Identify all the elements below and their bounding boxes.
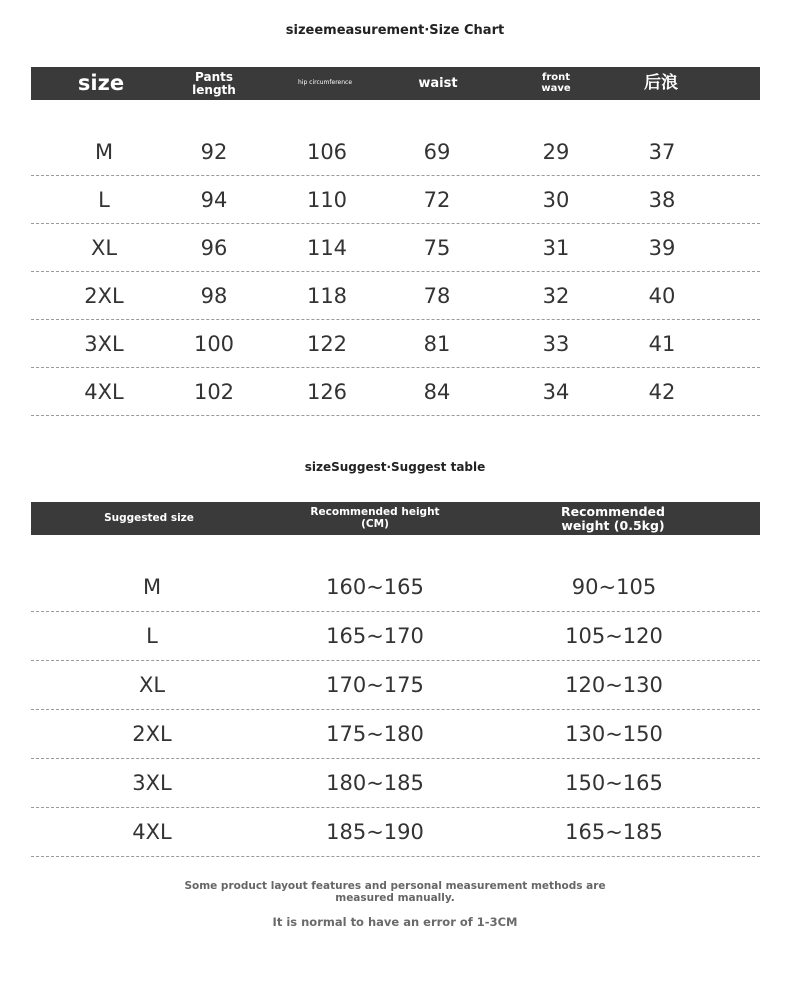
measurement-cell: 75 (423, 235, 451, 260)
measurement-cell: 72 (423, 187, 451, 212)
header-back-wave: 后浪 (644, 72, 678, 93)
size-chart-row (31, 368, 760, 416)
measurement-cell: 34 (542, 379, 570, 404)
measurement-cell: 92 (200, 139, 228, 164)
measurement-cell: 69 (423, 139, 451, 164)
suggest-table-title: sizeSuggest·Suggest table (304, 460, 486, 474)
measurement-cell: 102 (193, 379, 235, 404)
height-range-cell: 160~165 (326, 575, 424, 599)
header-pants-length: Pants length (192, 69, 236, 97)
measurement-note-text: Some product layout features and personal measurement methods are measured manually. (184, 880, 606, 904)
header-hip-circumference: hip circumference (297, 79, 353, 87)
measurement-cell: 37 (648, 139, 676, 164)
size-label-cell: XL (90, 235, 118, 260)
suggested-size-cell: 3XL (132, 771, 172, 795)
header-recommended-height: Recommended height (CM) (310, 506, 440, 530)
weight-range-cell: 120~130 (565, 673, 663, 697)
height-range-cell: 185~190 (326, 820, 424, 844)
suggest-table-row (31, 563, 760, 612)
size-chart-title: sizeemeasurement·Size Chart (285, 23, 505, 38)
measurement-cell: 100 (193, 331, 235, 356)
measurement-cell: 84 (423, 379, 451, 404)
measurement-cell: 40 (648, 283, 676, 308)
size-label-cell: 3XL (84, 331, 124, 356)
measurement-cell: 96 (200, 235, 228, 260)
measurement-cell: 126 (306, 379, 348, 404)
header-front-wave: front wave (541, 72, 571, 94)
suggested-size-cell: XL (138, 673, 166, 697)
measurement-cell: 94 (200, 187, 228, 212)
error-note: It is normal to have an error of 1-3CM (272, 915, 518, 929)
measurement-cell: 30 (542, 187, 570, 212)
measurement-cell: 106 (306, 139, 348, 164)
header-suggested-size: Suggested size (104, 511, 194, 524)
suggest-table-row (31, 661, 760, 710)
measurement-cell: 33 (542, 331, 570, 356)
weight-range-cell: 165~185 (565, 820, 663, 844)
measurement-cell: 114 (306, 235, 348, 260)
height-range-cell: 165~170 (326, 624, 424, 648)
size-chart-row (31, 176, 760, 224)
size-label-cell: L (98, 187, 110, 212)
suggested-size-cell: L (146, 624, 158, 648)
size-label-cell: M (94, 139, 114, 164)
size-chart-row (31, 272, 760, 320)
measurement-cell: 42 (648, 379, 676, 404)
measurement-cell: 31 (542, 235, 570, 260)
size-chart-row (31, 224, 760, 272)
height-range-cell: 180~185 (326, 771, 424, 795)
header-size: size (77, 71, 125, 96)
measurement-cell: 122 (306, 331, 348, 356)
header-recommended-weight: Recommended weight (0.5kg) (561, 504, 665, 533)
suggested-size-cell: M (142, 575, 162, 599)
suggest-table-header (31, 502, 760, 535)
measurement-cell: 39 (648, 235, 676, 260)
measurement-note (0, 880, 790, 904)
height-range-cell: 170~175 (326, 673, 424, 697)
measurement-cell: 78 (423, 283, 451, 308)
measurement-cell: 110 (306, 187, 348, 212)
weight-range-cell: 130~150 (565, 722, 663, 746)
weight-range-cell: 90~105 (571, 575, 657, 599)
measurement-cell: 38 (648, 187, 676, 212)
suggest-table-row (31, 612, 760, 661)
suggested-size-cell: 4XL (132, 820, 172, 844)
size-label-cell: 2XL (84, 283, 124, 308)
size-label-cell: 4XL (84, 379, 124, 404)
weight-range-cell: 105~120 (565, 624, 663, 648)
suggest-table-row (31, 710, 760, 759)
measurement-cell: 118 (306, 283, 348, 308)
size-chart-header (31, 67, 760, 100)
weight-range-cell: 150~165 (565, 771, 663, 795)
height-range-cell: 175~180 (326, 722, 424, 746)
suggested-size-cell: 2XL (132, 722, 172, 746)
measurement-cell: 32 (542, 283, 570, 308)
measurement-cell: 41 (648, 331, 676, 356)
measurement-cell: 81 (423, 331, 451, 356)
measurement-cell: 29 (542, 139, 570, 164)
measurement-cell: 98 (200, 283, 228, 308)
size-chart-row (31, 320, 760, 368)
size-chart-row (31, 128, 760, 176)
suggest-table-row (31, 759, 760, 808)
suggest-table-row (31, 808, 760, 857)
header-waist: waist (418, 75, 458, 91)
